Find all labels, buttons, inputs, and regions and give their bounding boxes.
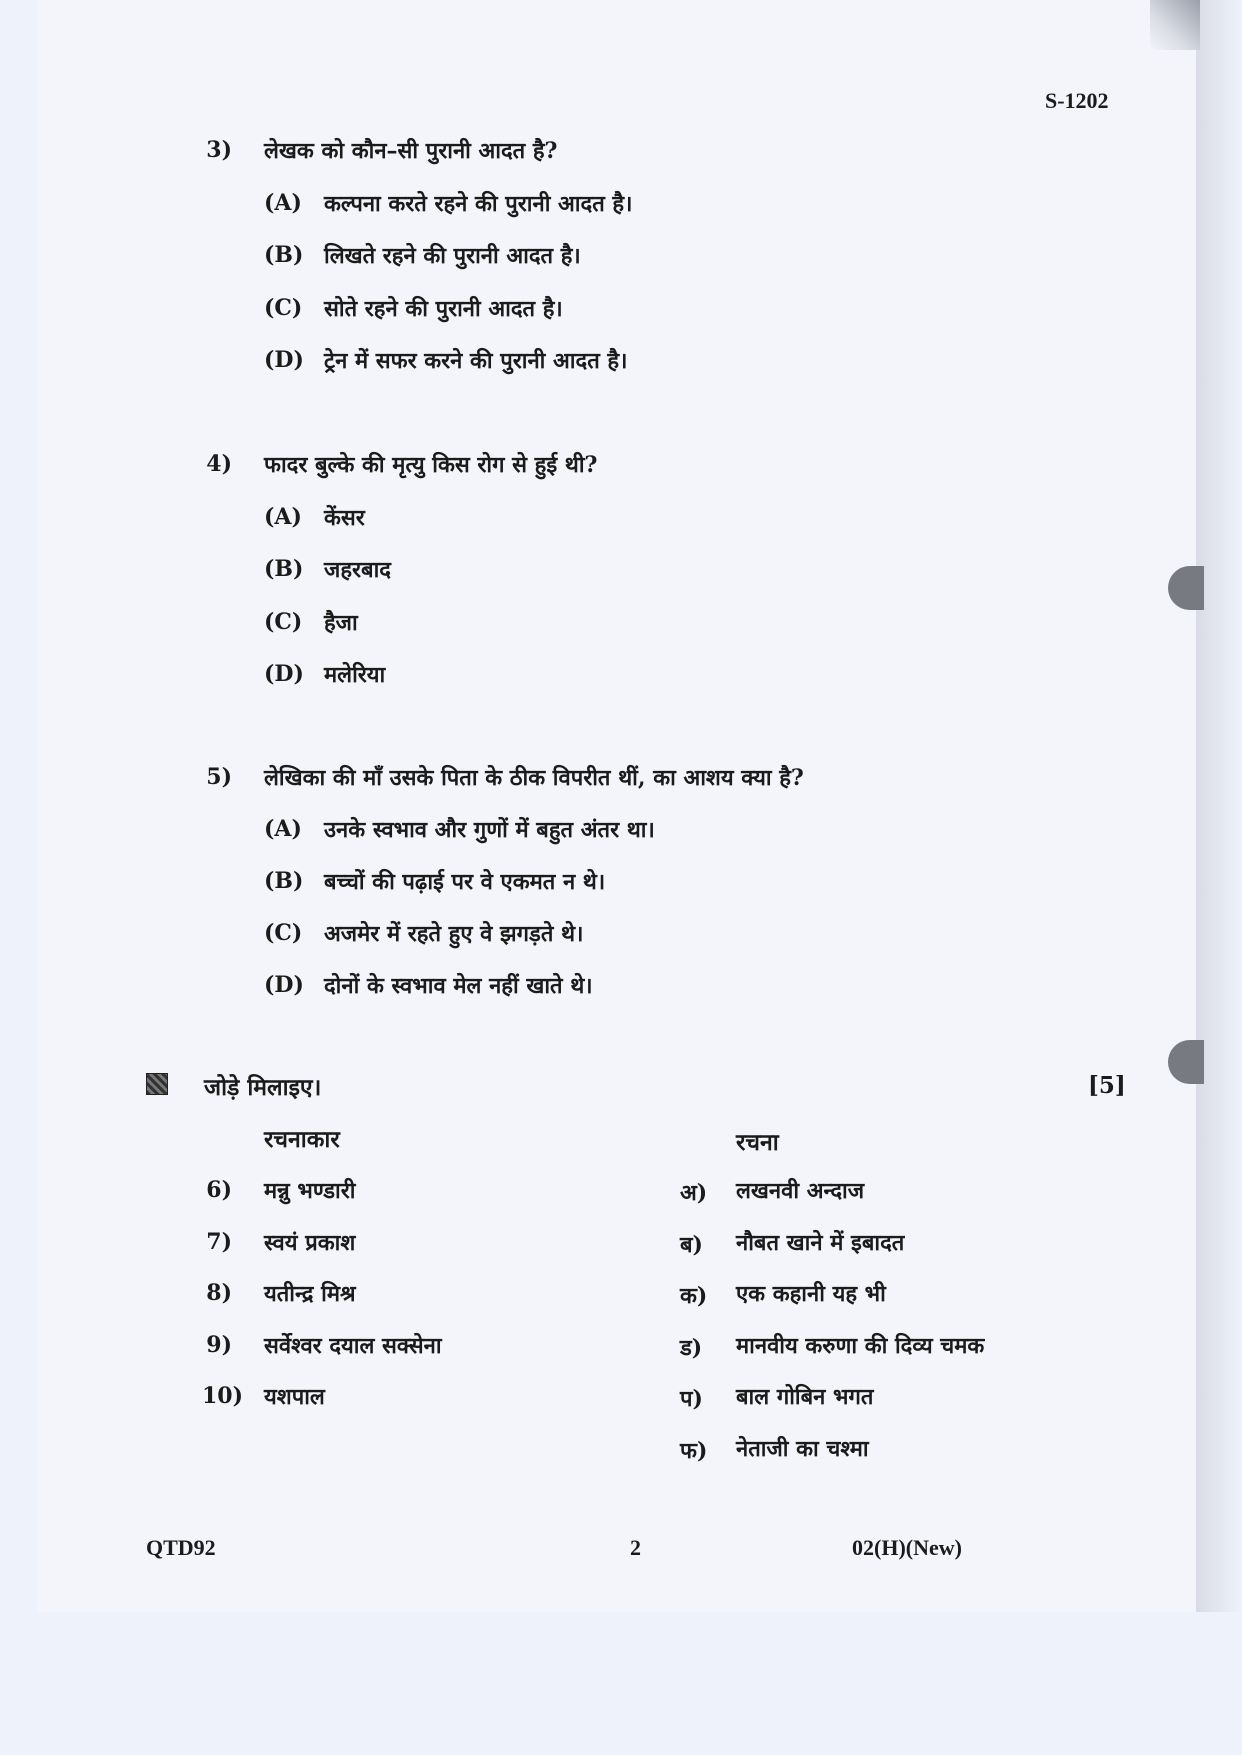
option-text: जहरबाद bbox=[324, 557, 391, 583]
question-number: 5) bbox=[206, 764, 232, 790]
option-text: कल्पना करते रहने की पुरानी आदत है। bbox=[324, 191, 633, 217]
footer-page-number: 2 bbox=[630, 1535, 641, 1560]
footer-paper-code: 02(H)(New) bbox=[852, 1535, 962, 1560]
option-text: सोते रहने की पुरानी आदत है। bbox=[324, 296, 563, 322]
option-key: (A) bbox=[264, 190, 302, 216]
match-right-item: मानवीय करुणा की दिव्य चमक bbox=[736, 1333, 985, 1359]
option-key: (C) bbox=[264, 295, 303, 321]
question-text: लेखक को कौन–सी पुरानी आदत है? bbox=[264, 138, 558, 164]
question-text: लेखिका की माँ उसके पिता के ठीक विपरीत थीं, का आशय क्या है? bbox=[264, 765, 804, 791]
match-marks: [5] bbox=[1088, 1072, 1126, 1099]
exam-page bbox=[38, 0, 1203, 1612]
punch-hole bbox=[1168, 566, 1204, 610]
option-key: (A) bbox=[264, 504, 302, 530]
left-column-heading: रचनाकार bbox=[264, 1126, 340, 1153]
match-left-item: सर्वेश्वर दयाल सक्सेना bbox=[264, 1333, 442, 1359]
match-right-key: ब) bbox=[680, 1232, 703, 1258]
option-key: (B) bbox=[264, 556, 304, 582]
right-column-heading: रचना bbox=[736, 1129, 779, 1156]
footer-paper-id: QTD92 bbox=[146, 1535, 216, 1560]
option-key: (D) bbox=[264, 972, 304, 998]
section-bullet-icon bbox=[146, 1073, 168, 1095]
match-right-item: लखनवी अन्दाज bbox=[736, 1178, 865, 1204]
match-right-key: प) bbox=[680, 1386, 703, 1412]
option-key: (C) bbox=[264, 920, 303, 946]
option-key: (A) bbox=[264, 816, 302, 842]
option-text: उनके स्वभाव और गुणों में बहुत अंतर था। bbox=[324, 817, 655, 843]
question-text: फादर बुल्के की मृत्यु किस रोग से हुई थी? bbox=[264, 452, 598, 478]
option-key: (B) bbox=[264, 242, 304, 268]
punch-hole bbox=[1168, 1040, 1204, 1084]
match-left-item: यतीन्द्र मिश्र bbox=[264, 1281, 356, 1307]
match-right-item: नौबत खाने में इबादत bbox=[736, 1230, 905, 1256]
match-left-item: स्वयं प्रकाश bbox=[264, 1230, 356, 1256]
match-right-item: बाल गोबिन भगत bbox=[736, 1384, 874, 1410]
paper-code: S-1202 bbox=[1045, 88, 1109, 113]
match-left-number: 9) bbox=[206, 1332, 232, 1358]
match-right-key: क) bbox=[680, 1283, 708, 1309]
option-key: (D) bbox=[264, 661, 304, 687]
match-right-key: फ) bbox=[680, 1438, 708, 1464]
option-text: केंसर bbox=[324, 505, 365, 531]
match-left-number: 10) bbox=[202, 1383, 244, 1409]
option-text: बच्चों की पढ़ाई पर वे एकमत न थे। bbox=[324, 869, 606, 895]
page-edge-shadow bbox=[1196, 0, 1242, 1612]
page-corner-fold bbox=[1150, 0, 1200, 50]
match-right-key: अ) bbox=[680, 1180, 708, 1206]
option-key: (C) bbox=[264, 609, 303, 635]
match-right-item: एक कहानी यह भी bbox=[736, 1281, 886, 1307]
match-right-key: ड) bbox=[680, 1335, 703, 1361]
option-key: (D) bbox=[264, 347, 304, 373]
match-title: जोड़े मिलाइए। bbox=[204, 1074, 322, 1101]
question-number: 4) bbox=[206, 451, 232, 477]
option-key: (B) bbox=[264, 868, 304, 894]
question-number: 3) bbox=[206, 137, 232, 163]
option-text: ट्रेन में सफर करने की पुरानी आदत है। bbox=[324, 348, 628, 374]
match-right-item: नेताजी का चश्मा bbox=[736, 1436, 869, 1462]
match-left-item: मन्नु भण्डारी bbox=[264, 1178, 356, 1204]
option-text: दोनों के स्वभाव मेल नहीं खाते थे। bbox=[324, 973, 593, 999]
option-text: अजमेर में रहते हुए वे झगड़ते थे। bbox=[324, 921, 584, 947]
option-text: हैजा bbox=[324, 610, 358, 636]
match-left-number: 6) bbox=[206, 1177, 232, 1203]
option-text: लिखते रहने की पुरानी आदत है। bbox=[324, 243, 581, 269]
match-left-number: 7) bbox=[206, 1229, 232, 1255]
match-left-number: 8) bbox=[206, 1280, 232, 1306]
option-text: मलेरिया bbox=[324, 662, 386, 688]
match-left-item: यशपाल bbox=[264, 1384, 325, 1410]
